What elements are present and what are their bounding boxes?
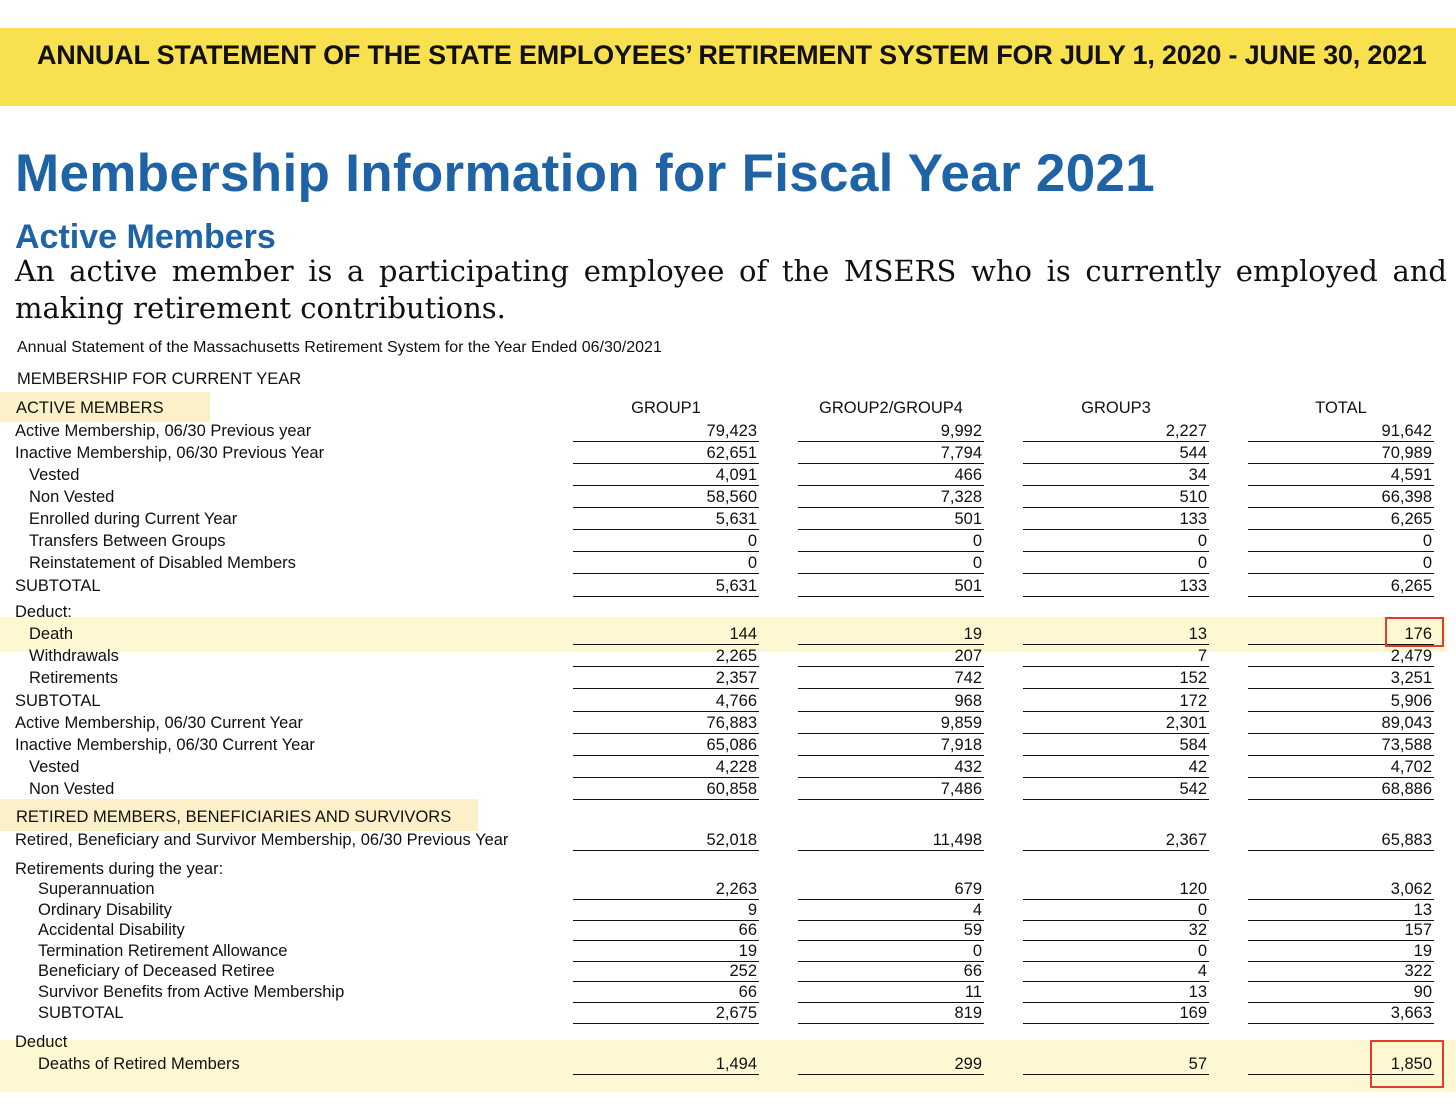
- column-header-group1: GROUP1: [631, 399, 701, 417]
- cell-group3: 133: [1023, 509, 1209, 530]
- total-deaths-retired-callout: [1370, 1040, 1444, 1088]
- cell-total: 73,588: [1248, 735, 1434, 756]
- cell-group1: 52,018: [573, 830, 759, 851]
- cell-group3: 32: [1023, 920, 1209, 941]
- row-label: Transfers Between Groups: [29, 532, 226, 550]
- cell-total: 19: [1248, 941, 1434, 962]
- row-label: Termination Retirement Allowance: [38, 942, 288, 960]
- cell-group3: 133: [1023, 576, 1209, 597]
- cell-total: 68,886: [1248, 779, 1434, 800]
- cell-total: 4,702: [1248, 757, 1434, 778]
- cell-group3: 57: [1023, 1054, 1209, 1075]
- cell-group3: 0: [1023, 941, 1209, 962]
- row-label: Accidental Disability: [38, 921, 185, 939]
- row-label: Enrolled during Current Year: [29, 510, 238, 528]
- cell-group2-4: 501: [798, 509, 984, 530]
- cell-total: 5,906: [1248, 691, 1434, 712]
- cell-total: 1,850: [1248, 1054, 1434, 1075]
- row-label: Inactive Membership, 06/30 Current Year: [15, 736, 315, 754]
- cell-group2-4: 11: [798, 982, 984, 1003]
- page-title: Membership Information for Fiscal Year 2021: [15, 144, 1156, 203]
- row-label: Ordinary Disability: [38, 901, 172, 919]
- cell-group3: 2,227: [1023, 421, 1209, 442]
- cell-total: 0: [1248, 553, 1434, 574]
- row-label: Retirements: [29, 669, 118, 687]
- cell-group2-4: 9,859: [798, 713, 984, 734]
- cell-group1: 252: [573, 961, 759, 982]
- cell-group1: 60,858: [573, 779, 759, 800]
- cell-total: 6,265: [1248, 576, 1434, 597]
- cell-group3: 2,367: [1023, 830, 1209, 851]
- row-label: Retirements during the year:: [15, 860, 224, 878]
- row-label: Deduct:: [15, 603, 72, 621]
- banner-title: ANNUAL STATEMENT OF THE STATE EMPLOYEES’ RETIREMENT SYSTEM FOR JULY 1, 2020 - JUNE 30, 2021: [37, 40, 1427, 70]
- cell-total: 3,663: [1248, 1003, 1434, 1024]
- total-death-callout: [1385, 617, 1444, 647]
- statement-title: Annual Statement of the Massachusetts Retirement System for the Year Ended 06/30/2021: [17, 339, 662, 356]
- cell-group2-4: 9,992: [798, 421, 984, 442]
- row-label: Deduct: [15, 1033, 68, 1051]
- row-label: Beneficiary of Deceased Retiree: [38, 962, 275, 980]
- cell-group1: 5,631: [573, 576, 759, 597]
- cell-group2-4: 4: [798, 900, 984, 921]
- row-label: Superannuation: [38, 880, 155, 898]
- cell-group3: 510: [1023, 487, 1209, 508]
- cell-group1: 79,423: [573, 421, 759, 442]
- cell-total: 0: [1248, 531, 1434, 552]
- cell-group1: 66: [573, 920, 759, 941]
- row-label: SUBTOTAL: [15, 692, 101, 710]
- cell-group1: 9: [573, 900, 759, 921]
- cell-group2-4: 0: [798, 941, 984, 962]
- cell-group2-4: 968: [798, 691, 984, 712]
- cell-group3: 542: [1023, 779, 1209, 800]
- cell-total: 2,479: [1248, 646, 1434, 667]
- cell-group3: 4: [1023, 961, 1209, 982]
- cell-group1: 4,091: [573, 465, 759, 486]
- cell-group2-4: 207: [798, 646, 984, 667]
- row-label: Active Membership, 06/30 Previous year: [15, 422, 312, 440]
- cell-group2-4: 466: [798, 465, 984, 486]
- retired-members-heading: RETIRED MEMBERS, BENEFICIARIES AND SURVIVORS: [16, 808, 452, 826]
- cell-group1: 2,357: [573, 668, 759, 689]
- cell-group2-4: 819: [798, 1003, 984, 1024]
- row-label: Vested: [29, 466, 80, 484]
- section-title: Active Members: [15, 218, 276, 256]
- row-label: SUBTOTAL: [38, 1004, 124, 1022]
- cell-group3: 584: [1023, 735, 1209, 756]
- cell-total: 157: [1248, 920, 1434, 941]
- cell-total: 6,265: [1248, 509, 1434, 530]
- row-label: Deaths of Retired Members: [38, 1055, 240, 1073]
- active-members-heading: ACTIVE MEMBERS: [16, 399, 164, 417]
- cell-total: 176: [1248, 624, 1434, 645]
- cell-group1: 1,494: [573, 1054, 759, 1075]
- cell-group2-4: 59: [798, 920, 984, 941]
- row-label: Non Vested: [29, 780, 115, 798]
- cell-group3: 42: [1023, 757, 1209, 778]
- cell-group1: 2,263: [573, 879, 759, 900]
- intro-paragraph: An active member is a participating employee of the MSERS who is currently employed and making retirement contributions.: [15, 254, 1447, 325]
- row-label: Retired, Beneficiary and Survivor Membership, 06/30 Previous Year: [15, 831, 509, 849]
- cell-total: 3,062: [1248, 879, 1434, 900]
- cell-group2-4: 66: [798, 961, 984, 982]
- cell-group3: 13: [1023, 624, 1209, 645]
- cell-group2-4: 432: [798, 757, 984, 778]
- cell-group2-4: 7,794: [798, 443, 984, 464]
- cell-group3: 169: [1023, 1003, 1209, 1024]
- column-header-total: TOTAL: [1315, 399, 1367, 417]
- cell-total: 13: [1248, 900, 1434, 921]
- cell-total: 89,043: [1248, 713, 1434, 734]
- cell-group1: 2,265: [573, 646, 759, 667]
- cell-group1: 65,086: [573, 735, 759, 756]
- cell-group2-4: 0: [798, 553, 984, 574]
- cell-group3: 544: [1023, 443, 1209, 464]
- cell-group2-4: 7,918: [798, 735, 984, 756]
- row-label: Withdrawals: [29, 647, 119, 665]
- cell-group1: 0: [573, 531, 759, 552]
- cell-group1: 144: [573, 624, 759, 645]
- cell-group1: 76,883: [573, 713, 759, 734]
- cell-total: 91,642: [1248, 421, 1434, 442]
- cell-total: 65,883: [1248, 830, 1434, 851]
- cell-total: 66,398: [1248, 487, 1434, 508]
- row-label: Inactive Membership, 06/30 Previous Year: [15, 444, 325, 462]
- row-label: Non Vested: [29, 488, 115, 506]
- cell-total: 322: [1248, 961, 1434, 982]
- membership-title: MEMBERSHIP FOR CURRENT YEAR: [17, 370, 302, 388]
- cell-group3: 172: [1023, 691, 1209, 712]
- cell-group2-4: 742: [798, 668, 984, 689]
- cell-total: 90: [1248, 982, 1434, 1003]
- cell-group3: 2,301: [1023, 713, 1209, 734]
- cell-group2-4: 11,498: [798, 830, 984, 851]
- cell-total: 4,591: [1248, 465, 1434, 486]
- cell-group1: 62,651: [573, 443, 759, 464]
- cell-group1: 66: [573, 982, 759, 1003]
- cell-group1: 0: [573, 553, 759, 574]
- cell-group2-4: 19: [798, 624, 984, 645]
- cell-group2-4: 299: [798, 1054, 984, 1075]
- cell-group3: 34: [1023, 465, 1209, 486]
- cell-group2-4: 7,328: [798, 487, 984, 508]
- cell-group1: 4,766: [573, 691, 759, 712]
- column-header-group3: GROUP3: [1081, 399, 1151, 417]
- row-label: Active Membership, 06/30 Current Year: [15, 714, 303, 732]
- cell-group3: 152: [1023, 668, 1209, 689]
- row-label: Survivor Benefits from Active Membership: [38, 983, 345, 1001]
- cell-group3: 0: [1023, 553, 1209, 574]
- cell-group1: 19: [573, 941, 759, 962]
- cell-group2-4: 7,486: [798, 779, 984, 800]
- cell-group1: 58,560: [573, 487, 759, 508]
- row-label: Vested: [29, 758, 80, 776]
- cell-total: 3,251: [1248, 668, 1434, 689]
- cell-group3: 120: [1023, 879, 1209, 900]
- row-label: Death: [29, 625, 74, 643]
- cell-group1: 4,228: [573, 757, 759, 778]
- cell-total: 70,989: [1248, 443, 1434, 464]
- row-label: SUBTOTAL: [15, 577, 101, 595]
- cell-group3: 13: [1023, 982, 1209, 1003]
- cell-group2-4: 0: [798, 531, 984, 552]
- cell-group3: 0: [1023, 531, 1209, 552]
- cell-group3: 0: [1023, 900, 1209, 921]
- cell-group1: 5,631: [573, 509, 759, 530]
- row-label: Reinstatement of Disabled Members: [29, 554, 296, 572]
- cell-group3: 7: [1023, 646, 1209, 667]
- column-header-group2-4: GROUP2/GROUP4: [819, 399, 963, 417]
- cell-group1: 2,675: [573, 1003, 759, 1024]
- cell-group2-4: 679: [798, 879, 984, 900]
- cell-group2-4: 501: [798, 576, 984, 597]
